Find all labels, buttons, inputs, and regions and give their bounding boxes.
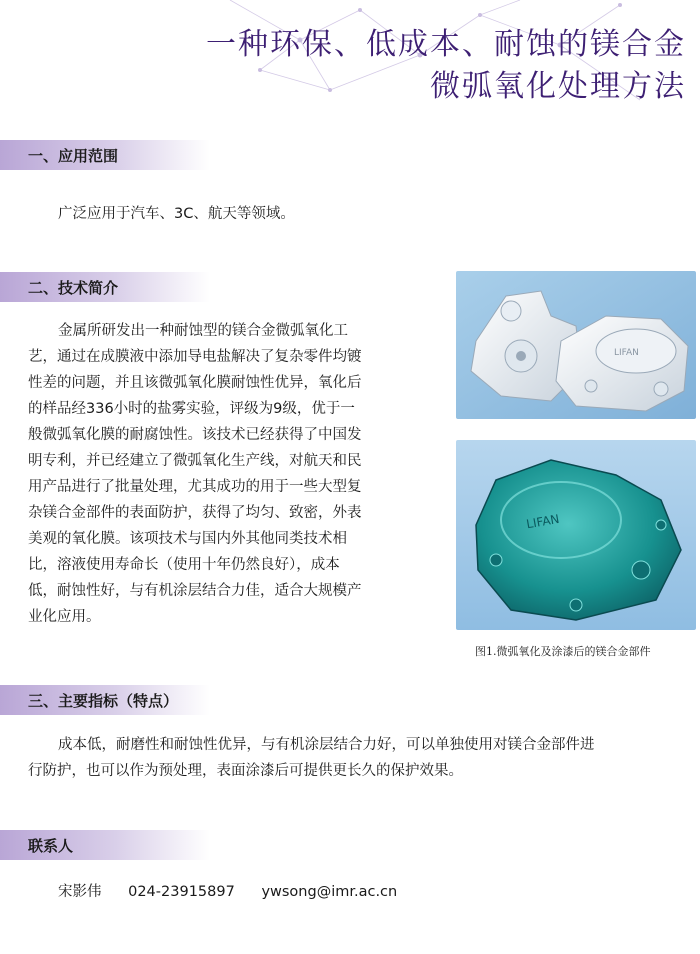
tech-line: 的样品经336小时的盐雾实验，评级为9级，优于一 (28, 401, 355, 417)
section-header-specs (0, 685, 210, 715)
section-header-scope (0, 140, 210, 170)
svg-text:LIFAN: LIFAN (614, 348, 639, 358)
tech-line: 业化应用。 (28, 609, 101, 625)
section-heading-specs: 三、主要指标（特点） (28, 692, 179, 710)
section-header-contact (0, 830, 210, 860)
photo-painted-cover (456, 440, 696, 630)
section-header-tech (0, 272, 210, 302)
scope-paragraph: 广泛应用于汽车、3C、航天等领域。 (58, 206, 295, 222)
tech-line: 比，溶液使用寿命长（使用十年仍然良好），成本 (28, 557, 340, 573)
title-line-1: 一种环保、低成本、耐蚀的镁合金 (206, 27, 686, 62)
tech-line: 艺，通过在成膜液中添加导电盐解决了复杂零件均镀 (28, 349, 362, 365)
tech-line: 低，耐蚀性好，与有机涂层结合力佳，适合大规模产 (28, 583, 362, 599)
tech-line: 明专利，并已经建立了微弧氧化生产线，对航天和民 (28, 453, 362, 469)
specs-line: 行防护，也可以作为预处理，表面涂漆后可提供更长久的保护效果。 (28, 763, 463, 779)
section-heading-contact: 联系人 (28, 837, 74, 855)
section-heading-scope: 一、应用范围 (28, 147, 119, 165)
tech-line: 般微弧氧化膜的耐腐蚀性。该技术已经获得了中国发 (28, 427, 362, 443)
specs-paragraph (28, 732, 688, 784)
contact-email: ywsong@imr.ac.cn (261, 884, 398, 900)
tech-paragraph (28, 318, 448, 630)
contact-phone: 024-23915897 (128, 884, 235, 900)
figure-caption: 图1.微弧氧化及涂漆后的镁合金部件 (475, 645, 651, 658)
contact-name: 宋影伟 (58, 884, 102, 900)
tech-line: 杂镁合金部件的表面防护，获得了均匀、致密，外表 (28, 505, 362, 521)
page-title (206, 24, 686, 108)
title-line-2: 微弧氧化处理方法 (430, 69, 686, 104)
tech-line: 用产品进行了批量处理，尤其成功的用于一些大型复 (28, 479, 362, 495)
specs-line: 成本低，耐磨性和耐蚀性优异，与有机涂层结合力好，可以单独使用对镁合金部件进 (58, 737, 595, 753)
contact-info (58, 880, 419, 901)
tech-line: 性差的问题，并且该微弧氧化膜耐蚀性优异，氧化后 (28, 375, 362, 391)
section-heading-tech: 二、技术简介 (28, 279, 119, 297)
svg-text:LIFAN: LIFAN (525, 511, 561, 532)
photo-oxidized-parts (456, 271, 696, 419)
tech-line: 金属所研发出一种耐蚀型的镁合金微弧氧化工 (58, 323, 348, 339)
tech-line: 美观的氧化膜。该项技术与国内外其他同类技术相 (28, 531, 347, 547)
